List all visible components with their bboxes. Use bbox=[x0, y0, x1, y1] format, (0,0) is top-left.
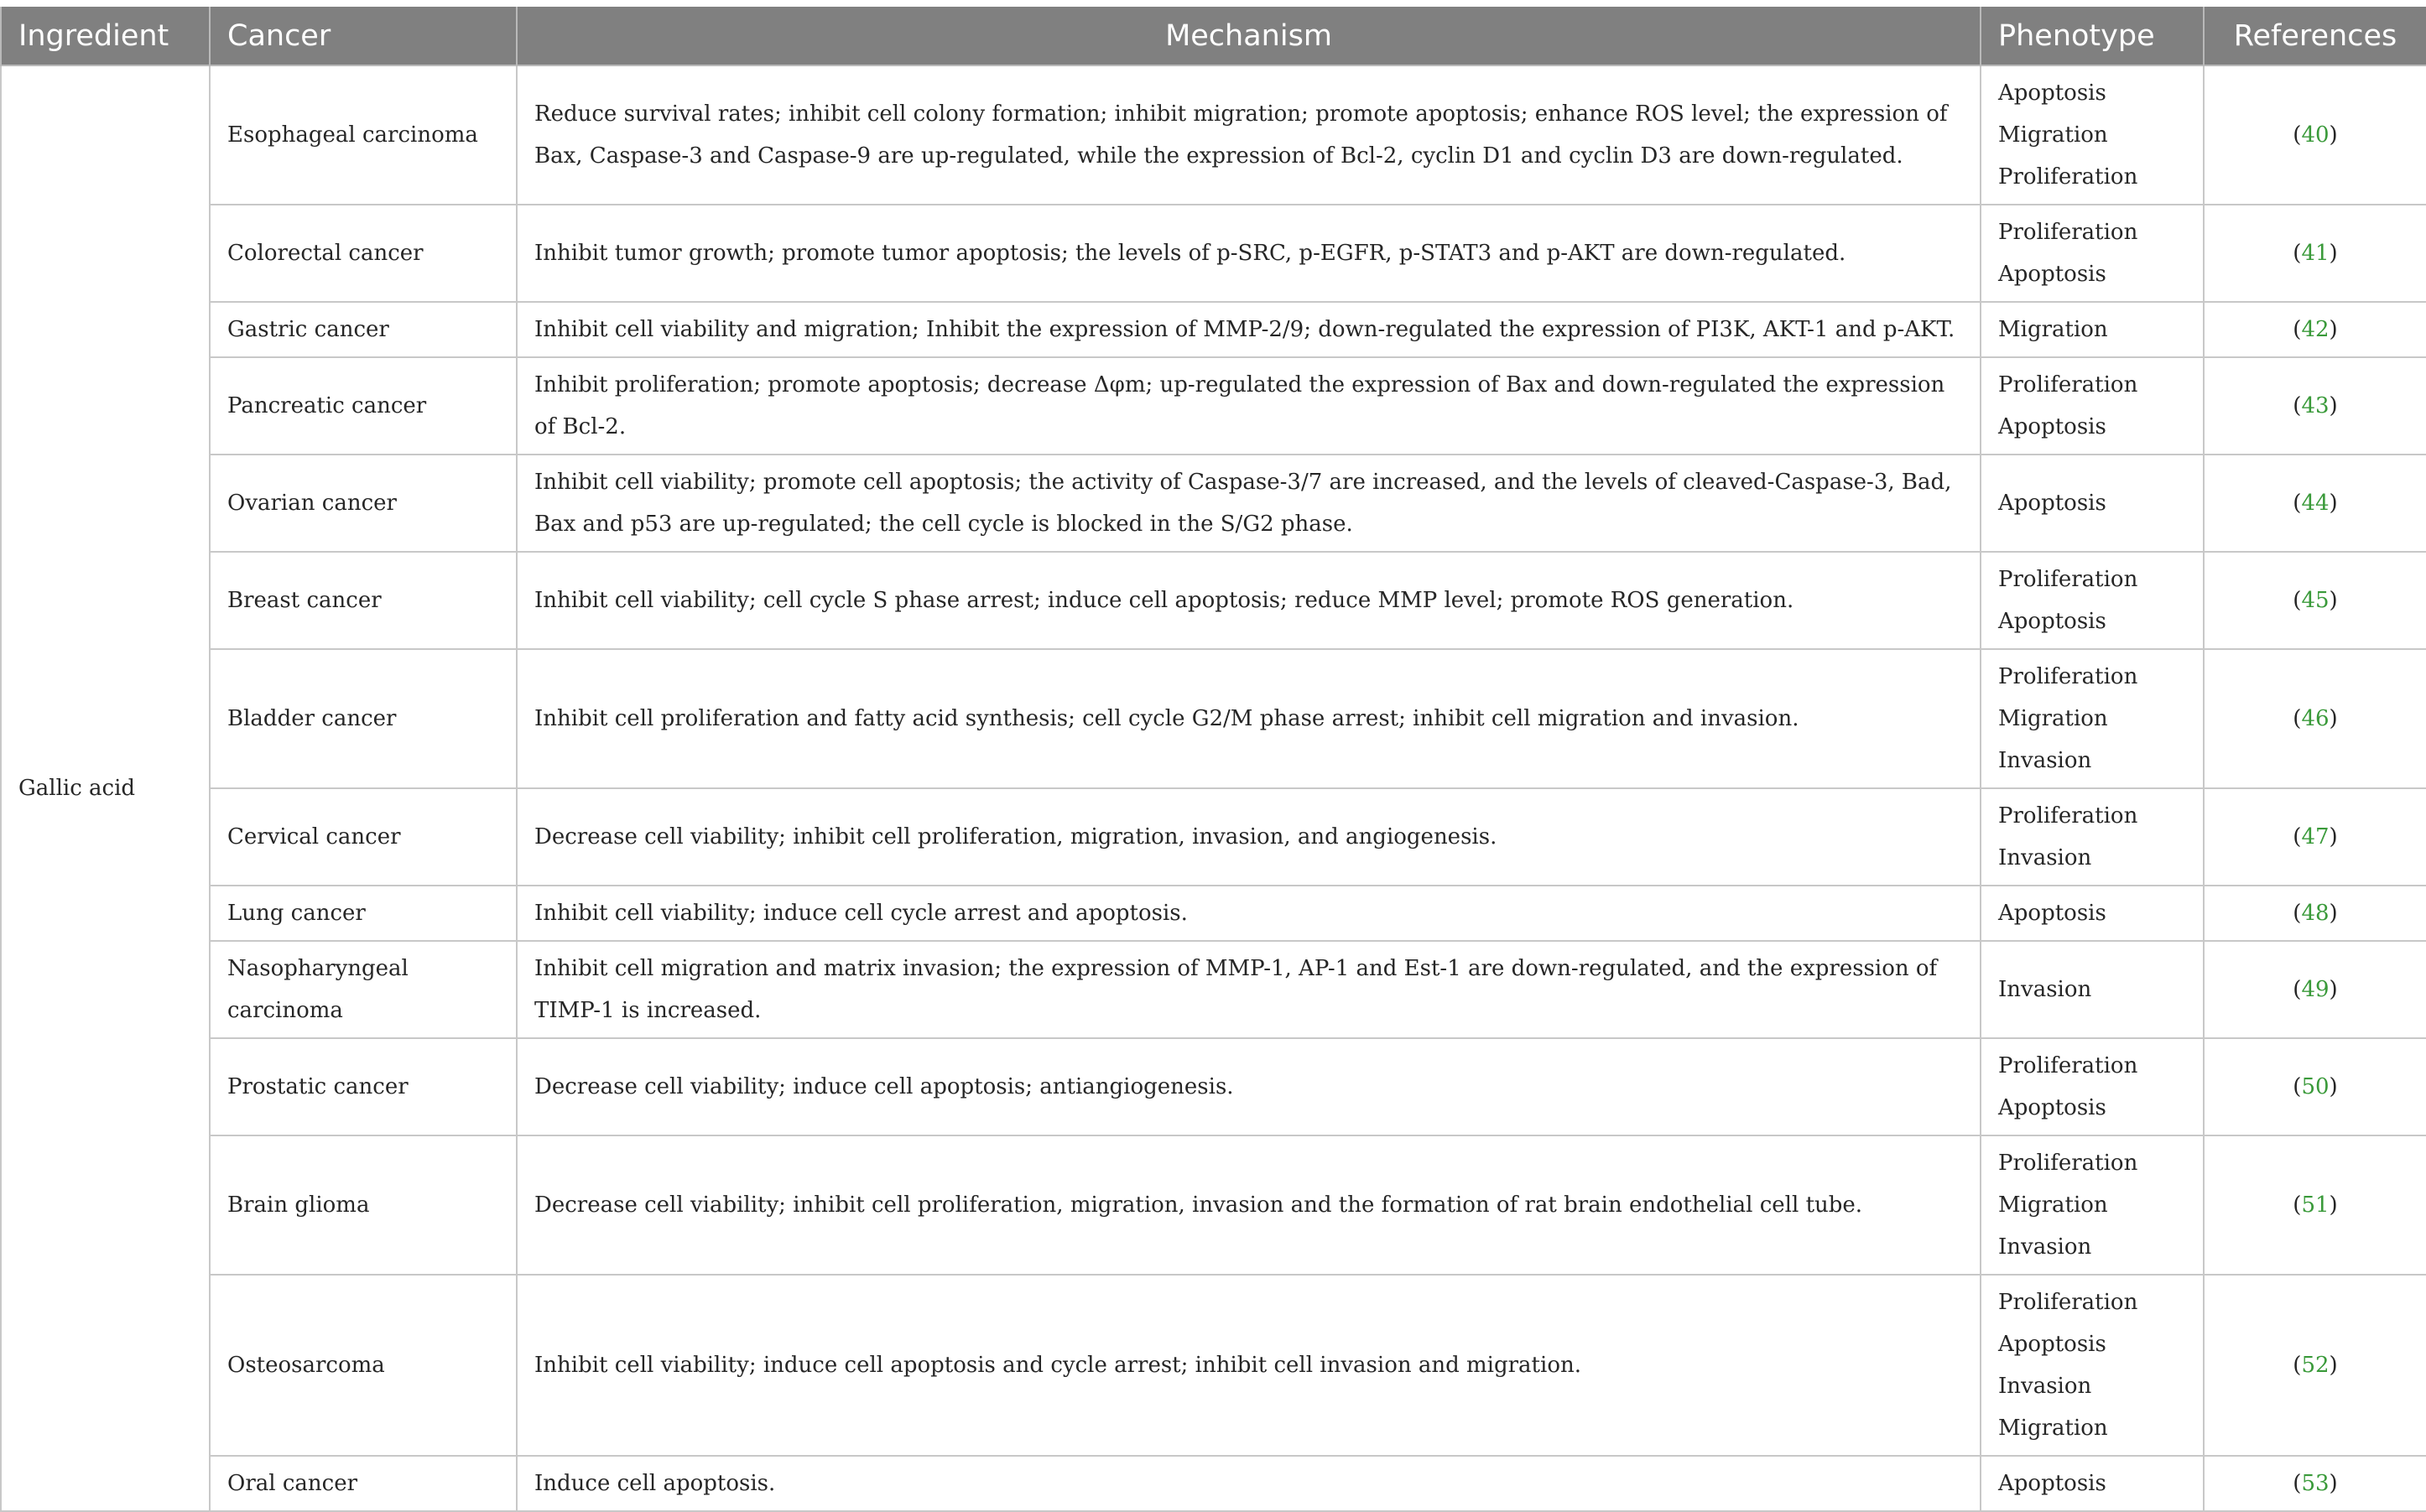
reference-link[interactable]: 48 bbox=[2301, 901, 2330, 926]
cancer-cell: Oral cancer bbox=[210, 1456, 517, 1511]
ref-close-paren: ) bbox=[2329, 1353, 2338, 1378]
header-references: References bbox=[2204, 7, 2426, 65]
reference-link[interactable]: 49 bbox=[2301, 977, 2330, 1002]
cancer-cell: Breast cancer bbox=[210, 552, 517, 649]
phenotype-cell bbox=[1981, 455, 2204, 552]
reference-cell bbox=[2204, 1038, 2426, 1135]
phenotype-label: Apoptosis bbox=[1998, 1471, 2106, 1496]
mechanism-cell: Decrease cell viability; inhibit cell proliferation, migration, invasion and the formation of rat brain endothelial cell tube. bbox=[517, 1135, 1981, 1275]
phenotype-cell bbox=[1981, 65, 2204, 205]
phenotype-label: Apoptosis bbox=[1998, 609, 2106, 634]
mechanism-cell: Reduce survival rates; inhibit cell colony formation; inhibit migration; promote apoptosis; enhance ROS level; the expression of Bax, Caspase-3 and Caspase-9 are up-regulated, while the expression of Bcl-2, cyclin D1 and cyclin D3 are down-regulated. bbox=[517, 65, 1981, 205]
mechanism-cell: Inhibit tumor growth; promote tumor apoptosis; the levels of p-SRC, p-EGFR, p-STAT3 and p-AKT are down-regulated. bbox=[517, 205, 1981, 302]
phenotype-label: Proliferation bbox=[1998, 1151, 2138, 1176]
ref-close-paren: ) bbox=[2329, 393, 2338, 418]
phenotype-label: Migration bbox=[1998, 317, 2108, 342]
header-mechanism: Mechanism bbox=[517, 7, 1981, 65]
reference-link[interactable]: 43 bbox=[2301, 393, 2330, 418]
phenotype-label: Migration bbox=[1998, 1192, 2108, 1218]
ref-open-paren: ( bbox=[2293, 241, 2302, 266]
mechanism-cell: Inhibit cell migration and matrix invasion; the expression of MMP-1, AP-1 and Est-1 are down-regulated, and the expression of TIMP-1 is increased. bbox=[517, 941, 1981, 1038]
table-row bbox=[1, 552, 2426, 649]
mechanism-cell: Inhibit cell viability and migration; Inhibit the expression of MMP-2/9; down-regulated the expression of PI3K, AKT-1 and p-AKT. bbox=[517, 302, 1981, 357]
reference-cell bbox=[2204, 941, 2426, 1038]
table-row bbox=[1, 1135, 2426, 1275]
reference-cell bbox=[2204, 886, 2426, 941]
ref-open-paren: ( bbox=[2293, 491, 2302, 516]
phenotype-label: Apoptosis bbox=[1998, 81, 2106, 106]
ref-open-paren: ( bbox=[2293, 977, 2302, 1002]
table-row bbox=[1, 1456, 2426, 1511]
mechanism-cell: Decrease cell viability; inhibit cell proliferation, migration, invasion, and angiogenesis. bbox=[517, 788, 1981, 886]
reference-link[interactable]: 46 bbox=[2301, 706, 2330, 731]
reference-cell bbox=[2204, 455, 2426, 552]
phenotype-cell bbox=[1981, 1456, 2204, 1511]
phenotype-cell bbox=[1981, 302, 2204, 357]
phenotype-label: Proliferation bbox=[1998, 1290, 2138, 1315]
ref-open-paren: ( bbox=[2293, 824, 2302, 850]
ref-open-paren: ( bbox=[2293, 901, 2302, 926]
table-header bbox=[1, 7, 2426, 65]
phenotype-cell bbox=[1981, 788, 2204, 886]
table-row bbox=[1, 302, 2426, 357]
table-row bbox=[1, 1038, 2426, 1135]
ref-close-paren: ) bbox=[2329, 706, 2338, 731]
phenotype-label: Proliferation bbox=[1998, 164, 2138, 190]
phenotype-label: Apoptosis bbox=[1998, 1332, 2106, 1357]
mechanism-cell: Inhibit cell viability; cell cycle S phase arrest; induce cell apoptosis; reduce MMP level; promote ROS generation. bbox=[517, 552, 1981, 649]
ref-open-paren: ( bbox=[2293, 1471, 2302, 1496]
cancer-cell: Nasopharyngeal carcinoma bbox=[210, 941, 517, 1038]
reference-link[interactable]: 50 bbox=[2301, 1074, 2330, 1099]
table-row bbox=[1, 1275, 2426, 1456]
cancer-cell: Bladder cancer bbox=[210, 649, 517, 788]
cancer-cell: Pancreatic cancer bbox=[210, 357, 517, 455]
cancer-cell: Gastric cancer bbox=[210, 302, 517, 357]
phenotype-cell bbox=[1981, 205, 2204, 302]
ref-open-paren: ( bbox=[2293, 706, 2302, 731]
phenotype-cell bbox=[1981, 1038, 2204, 1135]
phenotype-label: Invasion bbox=[1998, 1234, 2092, 1260]
table-row bbox=[1, 886, 2426, 941]
phenotype-label: Proliferation bbox=[1998, 664, 2138, 689]
phenotype-label: Proliferation bbox=[1998, 567, 2138, 592]
table-row bbox=[1, 649, 2426, 788]
header-phenotype: Phenotype bbox=[1981, 7, 2204, 65]
phenotype-label: Proliferation bbox=[1998, 372, 2138, 397]
cancer-cell: Esophageal carcinoma bbox=[210, 65, 517, 205]
ref-close-paren: ) bbox=[2329, 1074, 2338, 1099]
ref-open-paren: ( bbox=[2293, 1074, 2302, 1099]
reference-link[interactable]: 40 bbox=[2301, 122, 2330, 148]
ref-close-paren: ) bbox=[2329, 901, 2338, 926]
mechanism-cell: Inhibit cell viability; induce cell cycle arrest and apoptosis. bbox=[517, 886, 1981, 941]
phenotype-label: Proliferation bbox=[1998, 220, 2138, 245]
table-row bbox=[1, 65, 2426, 205]
phenotype-cell bbox=[1981, 357, 2204, 455]
reference-link[interactable]: 52 bbox=[2301, 1353, 2330, 1378]
ref-close-paren: ) bbox=[2329, 1192, 2338, 1218]
cancer-cell: Ovarian cancer bbox=[210, 455, 517, 552]
phenotype-label: Apoptosis bbox=[1998, 491, 2106, 516]
table-body bbox=[1, 65, 2426, 1511]
ref-close-paren: ) bbox=[2329, 588, 2338, 613]
cancer-cell: Lung cancer bbox=[210, 886, 517, 941]
phenotype-label: Apoptosis bbox=[1998, 901, 2106, 926]
ref-close-paren: ) bbox=[2329, 491, 2338, 516]
cancer-cell: Osteosarcoma bbox=[210, 1275, 517, 1456]
reference-cell bbox=[2204, 1135, 2426, 1275]
header-row bbox=[1, 7, 2426, 65]
reference-link[interactable]: 53 bbox=[2301, 1471, 2330, 1496]
reference-link[interactable]: 42 bbox=[2301, 317, 2330, 342]
phenotype-label: Apoptosis bbox=[1998, 1095, 2106, 1120]
phenotype-label: Proliferation bbox=[1998, 1053, 2138, 1078]
ref-close-paren: ) bbox=[2329, 1471, 2338, 1496]
phenotype-cell bbox=[1981, 886, 2204, 941]
data-table-wrapper bbox=[0, 7, 2426, 1512]
header-ingredient: Ingredient bbox=[1, 7, 210, 65]
ref-open-paren: ( bbox=[2293, 1192, 2302, 1218]
table-row bbox=[1, 941, 2426, 1038]
mechanism-cell: Induce cell apoptosis. bbox=[517, 1456, 1981, 1511]
phenotype-label: Migration bbox=[1998, 122, 2108, 148]
phenotype-label: Apoptosis bbox=[1998, 414, 2106, 439]
reference-cell bbox=[2204, 302, 2426, 357]
table-row bbox=[1, 788, 2426, 886]
reference-cell bbox=[2204, 1275, 2426, 1456]
cancer-cell: Cervical cancer bbox=[210, 788, 517, 886]
table-row bbox=[1, 357, 2426, 455]
phenotype-cell bbox=[1981, 1275, 2204, 1456]
reference-link[interactable]: 51 bbox=[2301, 1192, 2330, 1218]
ref-close-paren: ) bbox=[2329, 824, 2338, 850]
ingredient-cell: Gallic acid bbox=[1, 65, 210, 1511]
ref-open-paren: ( bbox=[2293, 588, 2302, 613]
ref-open-paren: ( bbox=[2293, 1353, 2302, 1378]
ref-close-paren: ) bbox=[2329, 317, 2338, 342]
ref-close-paren: ) bbox=[2329, 977, 2338, 1002]
mechanism-cell: Inhibit cell viability; promote cell apoptosis; the activity of Caspase-3/7 are increased, and the levels of cleaved-Caspase-3, Bad, Bax and p53 are up-regulated; the cell cycle is blocked in the S/G2 phase. bbox=[517, 455, 1981, 552]
cancer-cell: Colorectal cancer bbox=[210, 205, 517, 302]
phenotype-label: Migration bbox=[1998, 1416, 2108, 1441]
reference-cell bbox=[2204, 552, 2426, 649]
phenotype-cell bbox=[1981, 649, 2204, 788]
ref-open-paren: ( bbox=[2293, 317, 2302, 342]
mechanism-cell: Inhibit proliferation; promote apoptosis; decrease Δφm; up-regulated the expression of Bax and down-regulated the expression of Bcl-2. bbox=[517, 357, 1981, 455]
phenotype-label: Invasion bbox=[1998, 977, 2092, 1002]
reference-cell bbox=[2204, 649, 2426, 788]
phenotype-cell bbox=[1981, 941, 2204, 1038]
reference-link[interactable]: 47 bbox=[2301, 824, 2330, 850]
gallic-acid-table bbox=[0, 7, 2426, 1512]
phenotype-cell bbox=[1981, 552, 2204, 649]
header-cancer: Cancer bbox=[210, 7, 517, 65]
phenotype-label: Proliferation bbox=[1998, 803, 2138, 829]
mechanism-cell: Decrease cell viability; induce cell apoptosis; antiangiogenesis. bbox=[517, 1038, 1981, 1135]
reference-link[interactable]: 45 bbox=[2301, 588, 2330, 613]
cancer-cell: Prostatic cancer bbox=[210, 1038, 517, 1135]
table-row bbox=[1, 205, 2426, 302]
reference-link[interactable]: 44 bbox=[2301, 491, 2330, 516]
ref-open-paren: ( bbox=[2293, 122, 2302, 148]
ref-close-paren: ) bbox=[2329, 241, 2338, 266]
reference-link[interactable]: 41 bbox=[2301, 241, 2330, 266]
ref-open-paren: ( bbox=[2293, 393, 2302, 418]
reference-cell bbox=[2204, 788, 2426, 886]
cancer-cell: Brain glioma bbox=[210, 1135, 517, 1275]
phenotype-label: Invasion bbox=[1998, 845, 2092, 870]
phenotype-label: Invasion bbox=[1998, 1374, 2092, 1399]
phenotype-cell bbox=[1981, 1135, 2204, 1275]
reference-cell bbox=[2204, 1456, 2426, 1511]
reference-cell bbox=[2204, 357, 2426, 455]
phenotype-label: Apoptosis bbox=[1998, 262, 2106, 287]
reference-cell bbox=[2204, 65, 2426, 205]
phenotype-label: Invasion bbox=[1998, 748, 2092, 773]
mechanism-cell: Inhibit cell viability; induce cell apoptosis and cycle arrest; inhibit cell invasion and migration. bbox=[517, 1275, 1981, 1456]
mechanism-cell: Inhibit cell proliferation and fatty acid synthesis; cell cycle G2/M phase arrest; inhibit cell migration and invasion. bbox=[517, 649, 1981, 788]
ref-close-paren: ) bbox=[2329, 122, 2338, 148]
table-row bbox=[1, 455, 2426, 552]
reference-cell bbox=[2204, 205, 2426, 302]
phenotype-label: Migration bbox=[1998, 706, 2108, 731]
